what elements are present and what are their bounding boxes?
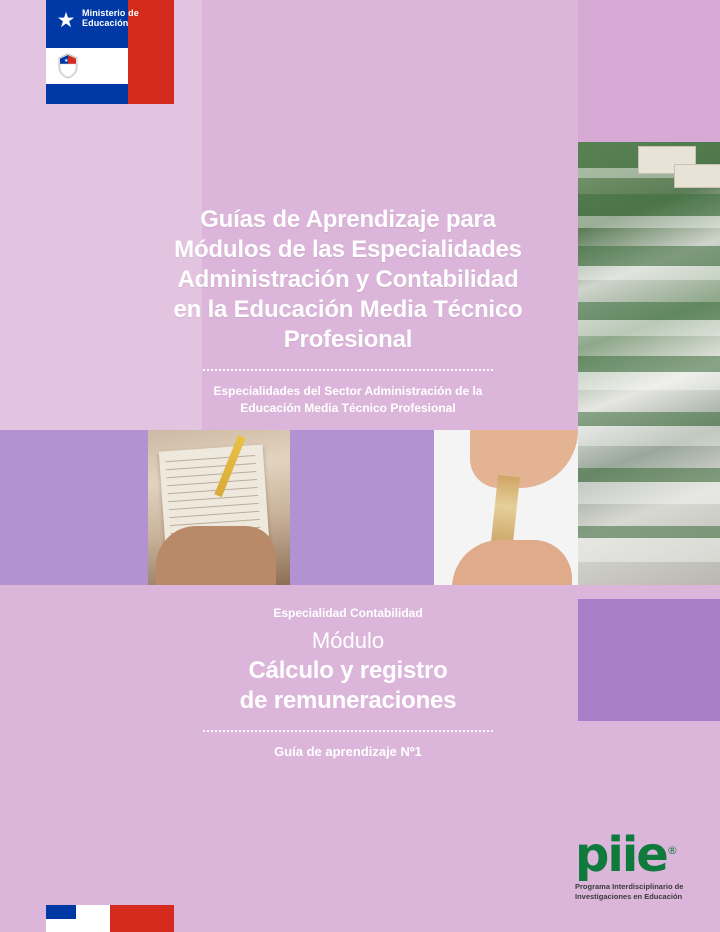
page-subtitle-line-1: Especialidades del Sector Administración de la [213,384,483,398]
background-mid-band-left-violet [0,430,148,585]
piie-logo [575,828,703,901]
background-right-top-strip [578,0,720,142]
money-photo [434,430,578,585]
module-name-line-2: de remuneraciones [239,687,457,714]
piie-tagline-line-2: Investigaciones en Educación [575,891,683,901]
ministry-logo-title [82,8,139,28]
ministry-logo [46,0,174,104]
ministry-logo-title-line1: Ministerio de [82,8,139,18]
piie-wordmark [575,827,703,883]
chile-star-icon: ★ [56,9,76,32]
piie-wordmark-text: piie [575,827,667,883]
module-name [160,656,536,716]
page-title-line-1: Guías de Aprendizaje para [200,206,496,233]
piie-tagline [575,882,703,901]
module-word: Módulo [311,628,385,653]
flag-blue-canton [46,905,76,919]
flag-red-band [110,905,174,932]
page-title-line-4: en la Educación Media Técnico [173,296,523,323]
handwriting-photo [148,430,290,585]
svg-text:★: ★ [64,58,69,64]
module-name-line-1: Cálculo y registro [248,657,448,684]
coat-of-arms-icon [54,52,82,80]
ministry-logo-title-line2: Educación [82,18,129,28]
ministry-logo-blue-bottom [46,84,128,104]
cover-title-block [160,205,536,417]
page-title-line-2: Módulos de las Especialidades [174,236,522,263]
page-title-line-5: Profesional [283,326,413,353]
module-block [160,604,536,761]
page-title [160,205,536,355]
background-mid-violet-block [290,430,434,585]
module-divider [203,730,493,732]
page-subtitle [160,383,536,417]
background-mid-strip [0,585,578,599]
title-divider [203,369,493,371]
guide-number-label: Guía de aprendizaje Nº1 [274,744,422,759]
registered-trademark-icon: ® [666,844,676,857]
filing-cabinet-photo [578,142,720,585]
ministry-logo-red-band [128,48,174,104]
background-bottom-right-violet [578,599,720,721]
page-subtitle-line-2: Educación Media Técnico Profesional [240,401,456,415]
chile-flag-footer [46,905,174,932]
specialty-label: Especialidad Contabilidad [273,606,423,620]
piie-tagline-line-1: Programa Interdisciplinario de [575,882,684,891]
page-title-line-3: Administración y Contabilidad [177,266,519,293]
